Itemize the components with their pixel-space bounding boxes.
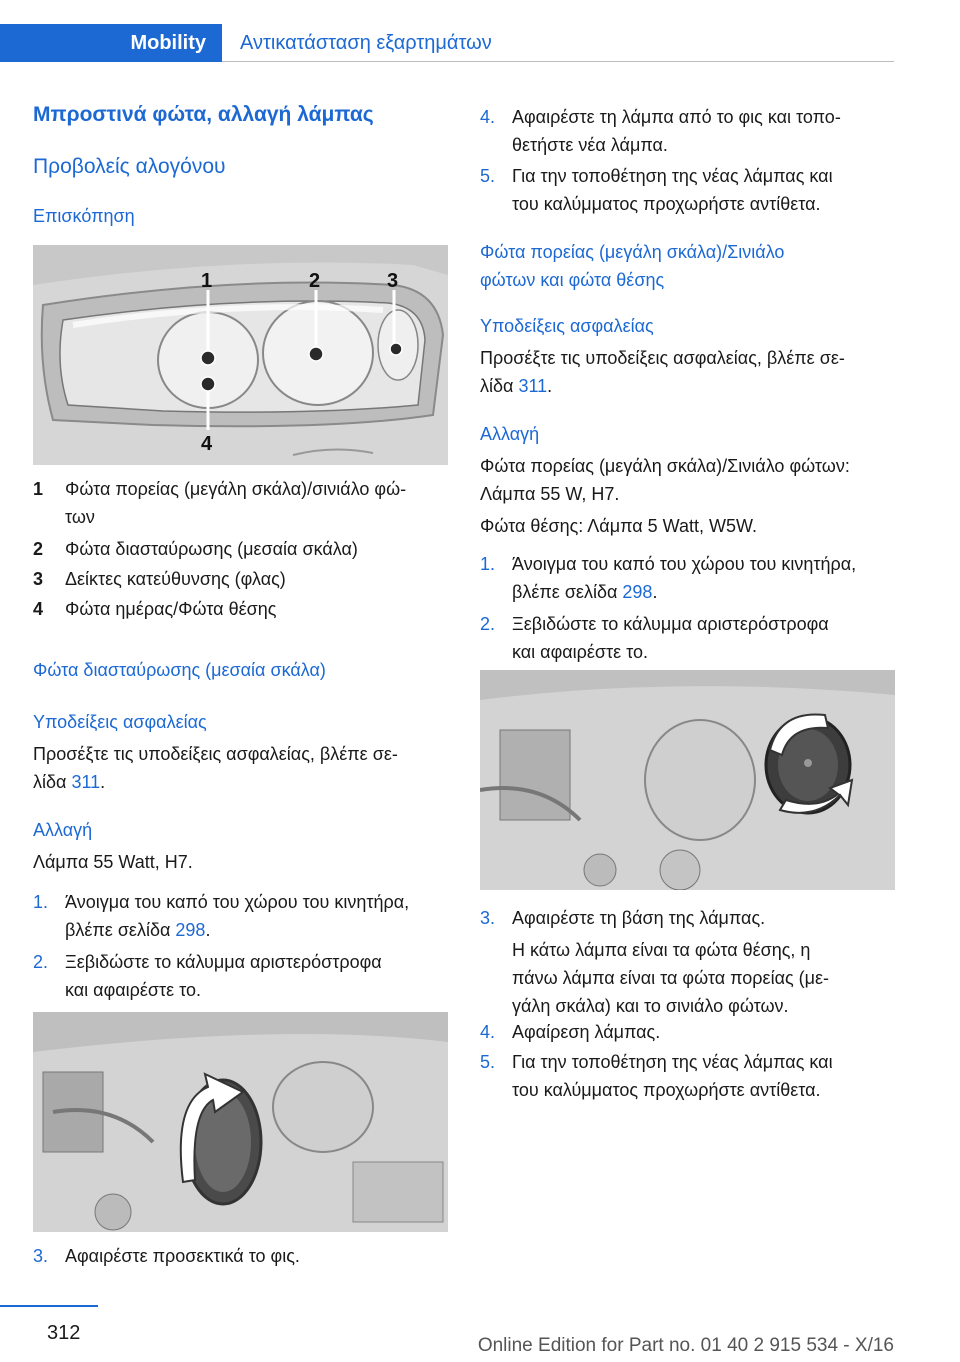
safety-text-left: Προσέξτε τις υποδείξεις ασφαλείας, βλέπε σε- λίδα 311.	[33, 744, 398, 792]
engine-bay-diagram-left	[33, 1012, 448, 1232]
right-step-3-note: Η κάτω λάμπα είναι τα φώτα θέσης, η πάνω λάμπα είναι τα φώτα πορείας (με- γάλη σκάλα) και το σινιάλο φώτων.	[512, 940, 830, 1016]
safety-heading-left: Υποδείξεις ασφαλείας	[33, 712, 207, 732]
legend-item-4: 4 Φώτα ημέρας/Φώτα θέσης	[33, 599, 277, 619]
low-beam-heading: Φώτα διασταύρωσης (μεσαία σκάλα)	[33, 660, 326, 680]
engine-bay-diagram-right	[480, 670, 895, 890]
right-step-4-top: 4. Αφαιρέστε τη λάμπα από το φις και τοπο- θετήστε νέα λάμπα.	[480, 107, 841, 155]
legend-item-2: 2 Φώτα διασταύρωσης (μεσαία σκάλα)	[33, 539, 358, 559]
legend-item-1: 1 Φώτα πορείας (μεγάλη σκάλα)/σινιάλο φώ- των	[33, 479, 407, 527]
left-step-3: 3. Αφαιρέστε προσεκτικά το φις.	[33, 1246, 300, 1266]
callout-3: 3	[387, 270, 399, 292]
page-link-311-right[interactable]: 311	[518, 376, 548, 396]
change-heading-left: Αλλαγή	[33, 820, 93, 840]
right-step-3: 3. Αφαιρέστε τη βάση της λάμπας.	[480, 908, 766, 928]
change-text-right: Φώτα πορείας (μεγάλη σκάλα)/Σινιάλο φώτων: Λάμπα 55 W, H7.	[480, 456, 850, 504]
change-heading-right: Αλλαγή	[480, 424, 540, 444]
left-step-1: 1. Άνοιγμα του καπό του χώρου του κινητήρα, βλέπε σελίδα 298.	[33, 892, 410, 940]
page-link-311-left[interactable]: 311	[71, 772, 101, 792]
headlight-diagram	[33, 245, 448, 465]
page-link-298-right[interactable]: 298	[622, 582, 653, 602]
chapter-title[interactable]: Αντικατάσταση εξαρτημάτων	[240, 31, 492, 54]
position-lamp-text: Φώτα θέσης: Λάμπα 5 Watt, W5W.	[480, 516, 757, 536]
page-header	[0, 24, 492, 62]
right-step-5-top: 5. Για την τοποθέτηση της νέας λάμπας και του καλύμματος προχωρήστε αντίθετα.	[480, 166, 833, 214]
callout-4: 4	[201, 433, 213, 455]
subtitle-halogen: Προβολείς αλογόνου	[33, 155, 226, 178]
overview-heading: Επισκόπηση	[33, 206, 135, 226]
page-title: Μπροστινά φώτα, αλλαγή λάμπας	[33, 103, 374, 126]
right-step-4: 4. Αφαίρεση λάμπας.	[480, 1022, 661, 1042]
section-tab[interactable]: Mobility	[0, 24, 222, 62]
high-beam-heading: Φώτα πορείας (μεγάλη σκάλα)/Σινιάλο φώτων και φώτα θέσης	[480, 242, 785, 290]
right-step-1: 1. Άνοιγμα του καπό του χώρου του κινητήρα, βλέπε σελίδα 298.	[480, 554, 857, 602]
change-text-left: Λάμπα 55 Watt, H7.	[33, 852, 193, 872]
edition-text: Online Edition for Part no. 01 40 2 915 534 - X/16	[477, 1335, 894, 1356]
footer-accent-line	[0, 1305, 98, 1307]
header-divider	[222, 61, 894, 62]
callout-2: 2	[309, 270, 321, 292]
callout-1: 1	[201, 270, 213, 292]
page-number: 312	[47, 1322, 81, 1344]
high-beam-cover-figure	[480, 670, 895, 890]
page-link-298-left[interactable]: 298	[175, 920, 206, 940]
low-beam-cover-figure	[33, 1012, 448, 1232]
right-step-2: 2. Ξεβιδώστε το κάλυμμα αριστερόστροφα και αφαιρέστε το.	[480, 614, 829, 662]
legend-item-3: 3 Δείκτες κατεύθυνσης (φλας)	[33, 569, 286, 589]
right-step-5: 5. Για την τοποθέτηση της νέας λάμπας και του καλύμματος προχωρήστε αντίθετα.	[480, 1052, 833, 1100]
safety-heading-right: Υποδείξεις ασφαλείας	[480, 316, 654, 336]
left-step-2: 2. Ξεβιδώστε το κάλυμμα αριστερόστροφα και αφαιρέστε το.	[33, 952, 382, 1000]
safety-text-right: Προσέξτε τις υποδείξεις ασφαλείας, βλέπε σε- λίδα 311.	[480, 348, 845, 396]
headlight-overview-figure	[33, 245, 448, 465]
